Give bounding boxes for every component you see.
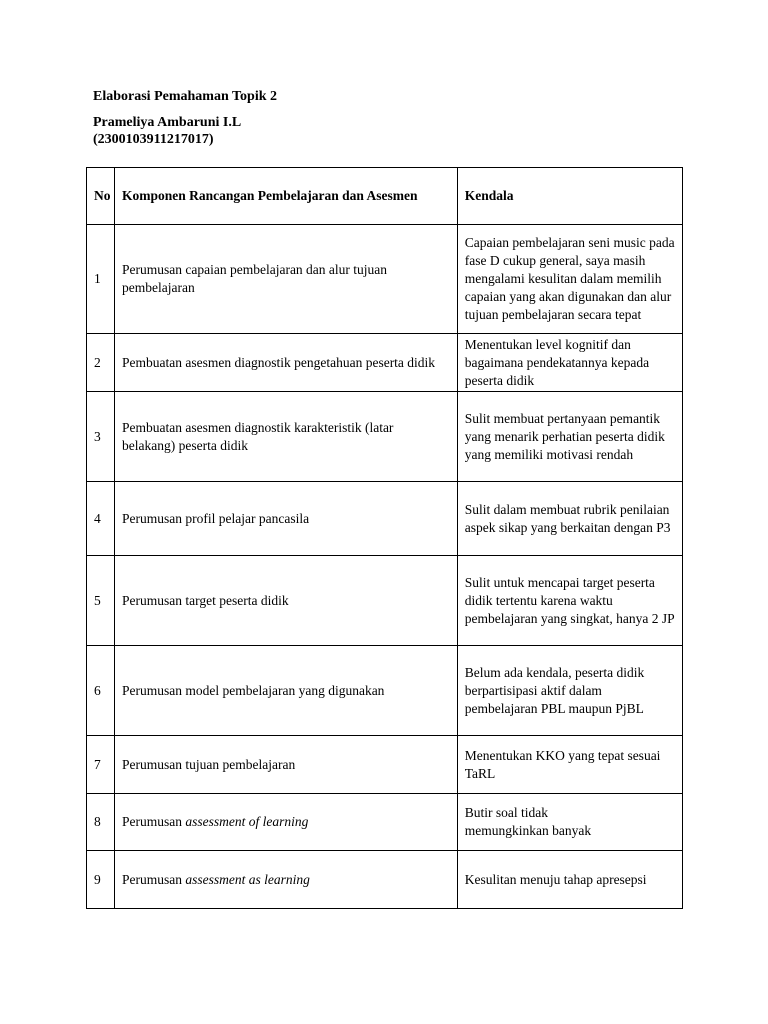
row-komponen: Perumusan target peserta didik — [115, 556, 458, 646]
header-kendala: Kendala — [457, 168, 682, 225]
row-number: 2 — [87, 334, 115, 392]
table-row — [87, 646, 683, 736]
row-komponen — [115, 851, 458, 909]
row-kendala: Sulit membuat pertanyaan pemantik yang menarik perhatian peserta didik yang memiliki motivasi rendah — [457, 392, 682, 482]
table-row — [87, 851, 683, 909]
row-number: 8 — [87, 794, 115, 851]
row-komponen: Pembuatan asesmen diagnostik karakteristik (latar belakang) peserta didik — [115, 392, 458, 482]
table-row — [87, 736, 683, 794]
row-number: 1 — [87, 225, 115, 334]
row-kendala: Belum ada kendala, peserta didik berpartisipasi aktif dalam pembelajaran PBL maupun PjBL — [457, 646, 682, 736]
row-kendala: Sulit dalam membuat rubrik penilaian aspek sikap yang berkaitan dengan P3 — [457, 482, 682, 556]
row-komponen: Pembuatan asesmen diagnostik pengetahuan peserta didik — [115, 334, 458, 392]
row-number: 3 — [87, 392, 115, 482]
table-row — [87, 225, 683, 334]
row-komponen: Perumusan tujuan pembelajaran — [115, 736, 458, 794]
row-number: 4 — [87, 482, 115, 556]
komponen-prefix: Perumusan — [122, 814, 186, 829]
header-no: No — [87, 168, 115, 225]
row-number: 7 — [87, 736, 115, 794]
component-table — [86, 167, 683, 909]
author-name: Prameliya Ambaruni I.L — [93, 115, 242, 130]
row-komponen: Perumusan model pembelajaran yang digunakan — [115, 646, 458, 736]
komponen-italic: assessment as learning — [185, 871, 310, 887]
row-kendala: Kesulitan menuju tahap apresepsi — [457, 851, 682, 909]
kendala-line: memungkinkan banyak — [464, 823, 592, 838]
header-komponen: Komponen Rancangan Pembelajaran dan Asesmen — [115, 168, 458, 225]
table-header-row — [87, 168, 683, 225]
table-row — [87, 482, 683, 556]
row-kendala: Menentukan KKO yang tepat sesuai TaRL — [457, 736, 682, 794]
row-kendala: Sulit untuk mencapai target peserta didik tertentu karena waktu pembelajaran yang singkat, hanya 2 JP — [457, 556, 682, 646]
row-kendala — [457, 794, 682, 851]
komponen-prefix: Perumusan — [122, 871, 186, 887]
row-komponen: Perumusan capaian pembelajaran dan alur tujuan pembelajaran — [115, 225, 458, 334]
table-row — [87, 392, 683, 482]
student-id: (2300103911217017) — [93, 132, 214, 147]
document-title: Elaborasi Pemahaman Topik 2 — [93, 89, 277, 104]
table-row — [87, 556, 683, 646]
row-number: 5 — [87, 556, 115, 646]
row-kendala: Capaian pembelajaran seni music pada fase D cukup general, saya masih mengalami kesulitan dalam memilih capaian yang akan digunakan dan alur tujuan pembelajaran secara tepat — [457, 225, 682, 334]
row-komponen — [115, 794, 458, 851]
table-row — [87, 794, 683, 851]
table-row — [87, 334, 683, 392]
row-number: 9 — [87, 851, 115, 909]
komponen-italic: assessment of learning — [185, 814, 309, 829]
row-number: 6 — [87, 646, 115, 736]
row-komponen: Perumusan profil pelajar pancasila — [115, 482, 458, 556]
row-kendala: Menentukan level kognitif dan bagaimana pendekatannya kepada peserta didik — [457, 334, 682, 392]
kendala-line: Butir soal tidak — [464, 805, 548, 820]
